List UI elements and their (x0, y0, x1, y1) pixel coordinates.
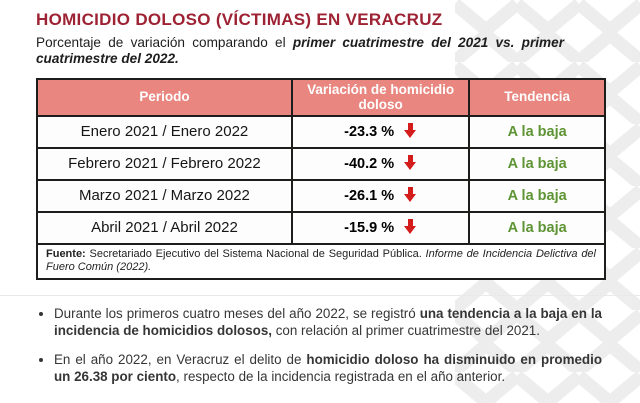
variation-value: -23.3 % (344, 124, 395, 141)
text-segment: Informe de Incidencia Delictiva del Fuero Común (2022). (46, 247, 596, 274)
text-segment: con relación al primer cuatrimestre del 2021. (272, 323, 540, 339)
source-note (37, 244, 605, 280)
homicide-variation-table (36, 78, 606, 281)
period-cell: Febrero 2021 / Febrero 2022 (37, 148, 292, 180)
column-header-periodo: Periodo (37, 79, 292, 116)
text-segment: Porcentaje de variación comparando el (36, 35, 293, 50)
section-divider (0, 295, 640, 296)
trend-cell: A la baja (469, 148, 605, 180)
text-segment: homicidio doloso ha disminuido en promedio un 26.38 por ciento (54, 351, 603, 384)
text-segment: En el año 2022, en Veracruz el delito de (54, 351, 307, 367)
variation-value: -26.1 % (344, 188, 395, 205)
table-header-row (37, 79, 605, 116)
column-header-tendencia: Tendencia (469, 79, 605, 116)
summary-bullets (36, 305, 602, 384)
table-row (37, 148, 605, 180)
table-row (37, 116, 605, 148)
text-segment: Secretariado Ejecutivo del Sistema Nacional de Seguridad Pública. (85, 247, 426, 260)
text-segment: , respecto de la incidencia registrada en el año anterior. (176, 368, 506, 384)
table-row (37, 180, 605, 212)
period-cell: Abril 2021 / Abril 2022 (37, 212, 292, 244)
variation-cell (292, 212, 469, 244)
table-source-row (37, 244, 605, 280)
bullet-item (54, 305, 602, 339)
period-cell: Enero 2021 / Enero 2022 (37, 116, 292, 148)
down-arrow-icon (404, 187, 417, 202)
text-segment: primer cuatrimestre del 2021 vs. primer cuatrimestre del 2022. (36, 35, 564, 67)
trend-cell: A la baja (469, 180, 605, 212)
trend-cell: A la baja (469, 212, 605, 244)
variation-cell (292, 116, 469, 148)
variation-value: -15.9 % (344, 220, 395, 237)
down-arrow-icon (404, 219, 417, 234)
variation-value: -40.2 % (344, 156, 395, 173)
down-arrow-icon (404, 123, 417, 138)
text-segment: una tendencia a la baja en la incidencia de homicidios dolosos, (54, 306, 603, 339)
text-segment: Durante los primeros cuatro meses del año 2022, se registró (54, 306, 420, 322)
down-arrow-icon (404, 155, 417, 170)
text-segment: Fuente: (46, 247, 86, 260)
page-title: HOMICIDIO DOLOSO (VÍCTIMAS) EN VERACRUZ (36, 10, 443, 29)
period-cell: Marzo 2021 / Marzo 2022 (37, 180, 292, 212)
bullet-item (54, 351, 602, 385)
variation-cell (292, 148, 469, 180)
trend-cell: A la baja (469, 116, 605, 148)
variation-cell (292, 180, 469, 212)
page-subtitle (36, 35, 564, 68)
table-row (37, 212, 605, 244)
column-header-variacion: Variación de homicidio doloso (292, 79, 469, 116)
